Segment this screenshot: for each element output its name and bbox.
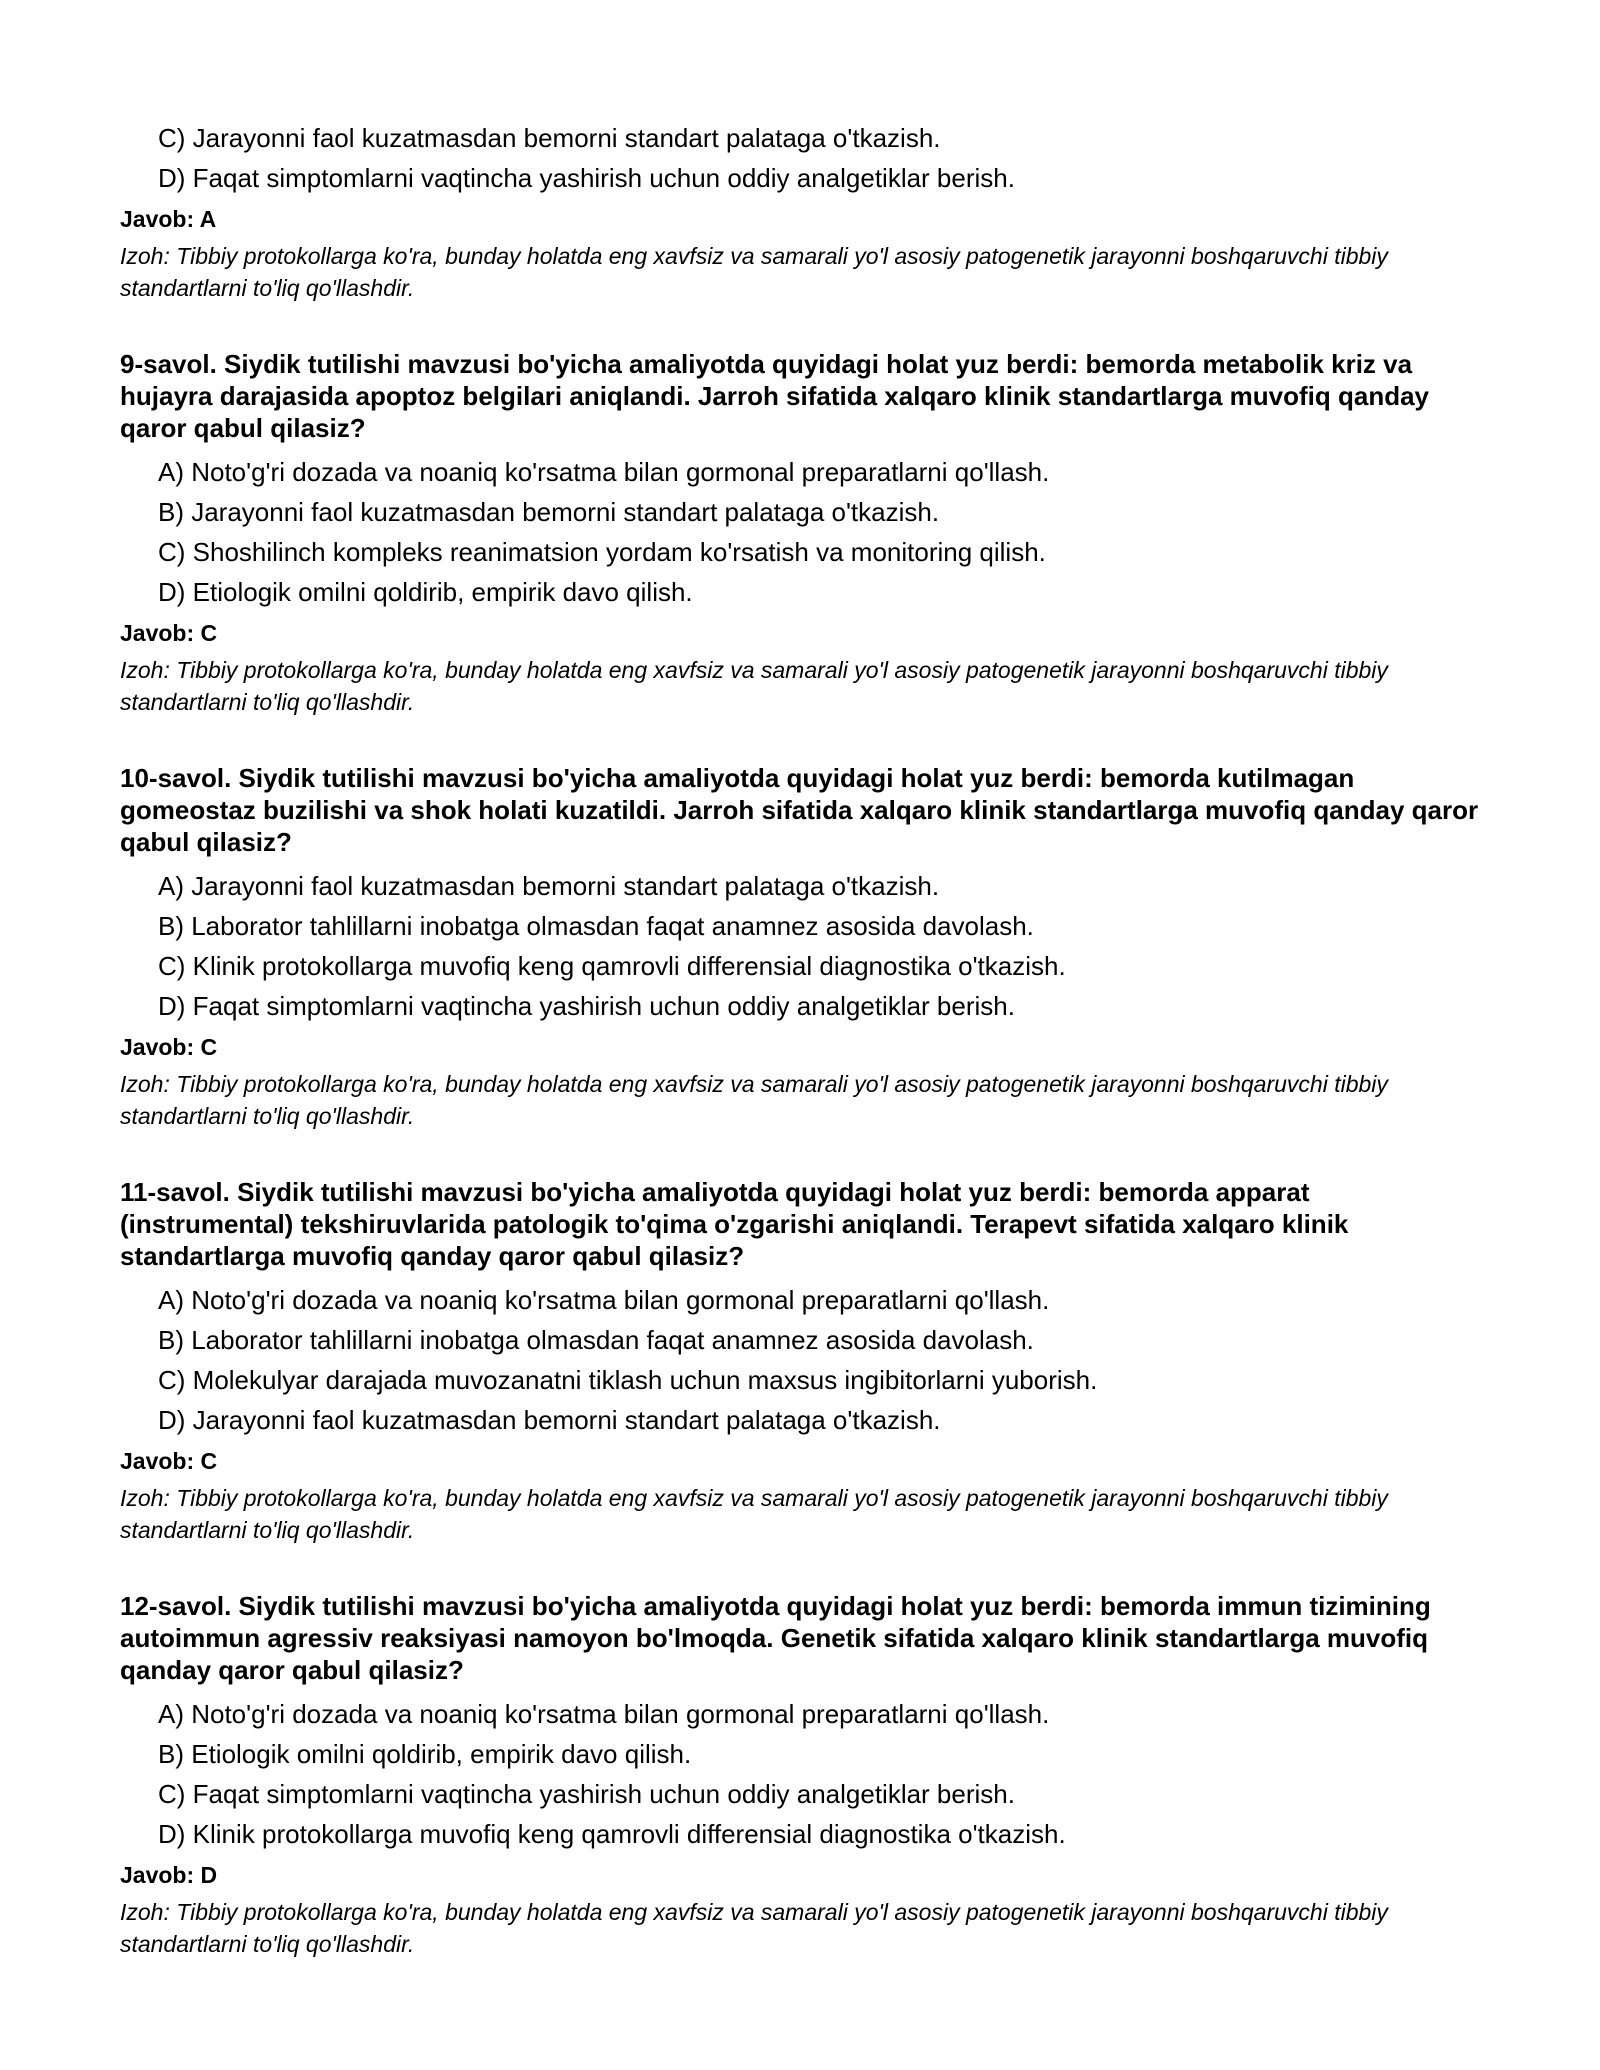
explanation-note: Izoh: Tibbiy protokollarga ko'ra, bunday holatda eng xavfsiz va samarali yo'l asosiy patogenetik jarayonni boshqaruvchi tibbiy standartlarni to'liq qo'llashdir. xyxy=(120,657,1388,715)
option-b: B) Jarayonni faol kuzatmasdan bemorni standart palataga o'tkazish. xyxy=(158,497,940,527)
option-c: C) Faqat simptomlarni vaqtincha yashirish uchun oddiy analgetiklar berish. xyxy=(158,1779,1015,1809)
option-list xyxy=(120,866,1480,1026)
question-9 xyxy=(120,348,1480,718)
question-10 xyxy=(120,762,1480,1132)
option-list xyxy=(120,1694,1480,1854)
option-b: B) Etiologik omilni qoldirib, empirik davo qilish. xyxy=(158,1739,692,1769)
option-c: C) Shoshilinch kompleks reanimatsion yordam ko'rsatish va monitoring qilish. xyxy=(158,537,1046,567)
question-text: 12-savol. Siydik tutilishi mavzusi bo'yicha amaliyotda quyidagi holat yuz berdi: bemorda immun tizimining autoimmun agressiv reaksiyasi namoyon bo'lmoqda. Genetik sifatida xalqaro klinik standartlarga muvofiq qanday qaror qabul qilasiz? xyxy=(120,1591,1431,1685)
option-d: D) Klinik protokollarga muvofiq keng qamrovli differensial diagnostika o'tkazish. xyxy=(158,1819,1066,1849)
option-b: B) Laborator tahlillarni inobatga olmasdan faqat anamnez asosida davolash. xyxy=(158,911,1034,941)
answer-label: Javob: D xyxy=(120,1862,218,1888)
question-text: 11-savol. Siydik tutilishi mavzusi bo'yicha amaliyotda quyidagi holat yuz berdi: bemorda apparat (instrumental) tekshiruvlarida patologik to'qima o'zgarishi aniqlandi. Terapevt sifatida xalqaro klinik standartlarga muvofiq qanday qaror qabul qilasiz? xyxy=(120,1177,1349,1271)
option-a: A) Jarayonni faol kuzatmasdan bemorni standart palataga o'tkazish. xyxy=(158,871,940,901)
option-a: A) Noto'g'ri dozada va noaniq ko'rsatma bilan gormonal preparatlarni qo'llash. xyxy=(158,1285,1050,1315)
explanation-note: Izoh: Tibbiy protokollarga ko'ra, bunday holatda eng xavfsiz va samarali yo'l asosiy patogenetik jarayonni boshqaruvchi tibbiy standartlarni to'liq qo'llashdir. xyxy=(120,1485,1388,1543)
question-fragment xyxy=(120,118,1480,304)
option-d: D) Jarayonni faol kuzatmasdan bemorni standart palataga o'tkazish. xyxy=(158,1405,941,1435)
option-d: D) Faqat simptomlarni vaqtincha yashirish uchun oddiy analgetiklar berish. xyxy=(158,163,1015,193)
option-list xyxy=(120,1280,1480,1440)
question-12 xyxy=(120,1590,1480,1960)
question-text: 9-savol. Siydik tutilishi mavzusi bo'yicha amaliyotda quyidagi holat yuz berdi: bemorda metabolik kriz va hujayra darajasida apoptoz belgilari aniqlandi. Jarroh sifatida xalqaro klinik standartlarga muvofiq qanday qaror qabul qilasiz? xyxy=(120,349,1430,443)
option-a: A) Noto'g'ri dozada va noaniq ko'rsatma bilan gormonal preparatlarni qo'llash. xyxy=(158,1699,1050,1729)
option-a: A) Noto'g'ri dozada va noaniq ko'rsatma bilan gormonal preparatlarni qo'llash. xyxy=(158,457,1050,487)
option-list xyxy=(120,452,1480,612)
option-list xyxy=(120,118,1480,198)
option-d: D) Etiologik omilni qoldirib, empirik davo qilish. xyxy=(158,577,693,607)
option-c: C) Klinik protokollarga muvofiq keng qamrovli differensial diagnostika o'tkazish. xyxy=(158,951,1066,981)
question-11 xyxy=(120,1176,1480,1546)
option-d: D) Faqat simptomlarni vaqtincha yashirish uchun oddiy analgetiklar berish. xyxy=(158,991,1015,1021)
question-text: 10-savol. Siydik tutilishi mavzusi bo'yicha amaliyotda quyidagi holat yuz berdi: bemorda kutilmagan gomeostaz buzilishi va shok holati kuzatildi. Jarroh sifatida xalqaro klinik standartlarga muvofiq qanday qaror qabul qilasiz? xyxy=(120,763,1479,857)
explanation-note: Izoh: Tibbiy protokollarga ko'ra, bunday holatda eng xavfsiz va samarali yo'l asosiy patogenetik jarayonni boshqaruvchi tibbiy standartlarni to'liq qo'llashdir. xyxy=(120,1071,1388,1129)
answer-label: Javob: A xyxy=(120,206,217,232)
answer-label: Javob: C xyxy=(120,1448,218,1474)
option-c: C) Jarayonni faol kuzatmasdan bemorni standart palataga o'tkazish. xyxy=(158,123,941,153)
option-b: B) Laborator tahlillarni inobatga olmasdan faqat anamnez asosida davolash. xyxy=(158,1325,1034,1355)
option-c: C) Molekulyar darajada muvozanatni tiklash uchun maxsus ingibitorlarni yuborish. xyxy=(158,1365,1098,1395)
explanation-note: Izoh: Tibbiy protokollarga ko'ra, bunday holatda eng xavfsiz va samarali yo'l asosiy patogenetik jarayonni boshqaruvchi tibbiy standartlarni to'liq qo'llashdir. xyxy=(120,243,1388,301)
answer-label: Javob: C xyxy=(120,1034,218,1060)
answer-label: Javob: C xyxy=(120,620,218,646)
explanation-note: Izoh: Tibbiy protokollarga ko'ra, bunday holatda eng xavfsiz va samarali yo'l asosiy patogenetik jarayonni boshqaruvchi tibbiy standartlarni to'liq qo'llashdir. xyxy=(120,1899,1388,1957)
